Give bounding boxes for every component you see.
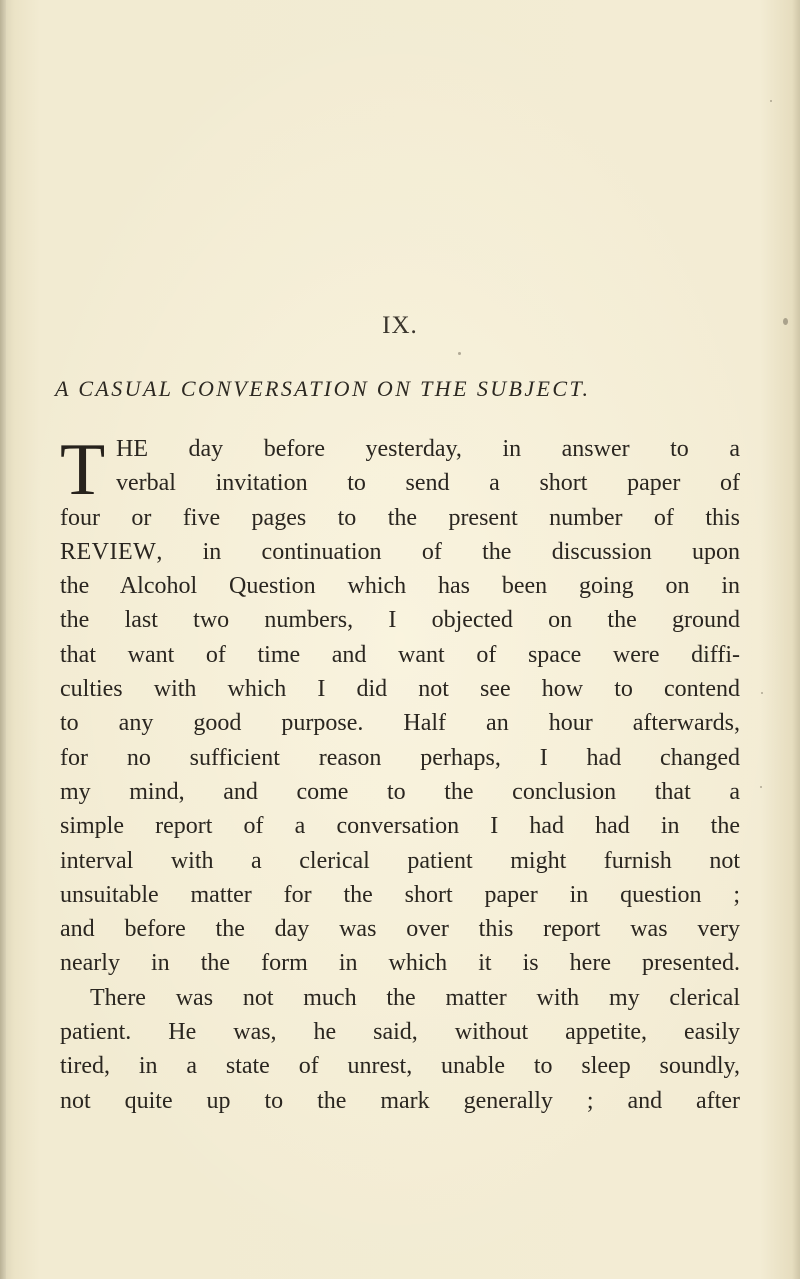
text-line: interval with a clerical patient might furnish not (60, 847, 740, 874)
review-smallcaps: REVIEW (60, 538, 157, 565)
text-line: the last two numbers, I objected on the ground (60, 607, 740, 634)
text-line: that want of time and want of space were diffi- (60, 641, 740, 668)
paper-speck (760, 786, 762, 788)
text-line: and before the day was over this report was very (60, 916, 740, 943)
text-line: nearly in the form in which it is here presented. (60, 950, 740, 977)
text-line: simple report of a conversation I had had in the (60, 813, 740, 840)
chapter-title: A CASUAL CONVERSATION ON THE SUBJECT. (55, 376, 591, 401)
text-line: my mind, and come to the conclusion that a (60, 778, 740, 805)
text-line: culties with which I did not see how to contend (60, 676, 740, 703)
paper-speck (761, 692, 763, 694)
text-line: the Alcohol Question which has been going on in (60, 573, 740, 600)
text-line-rest: , in continuation of the discussion upon (156, 538, 740, 565)
text-line: HE day before yesterday, in answer to a (116, 436, 740, 462)
text-line: tired, in a state of unrest, unable to sleep soundly, (60, 1053, 740, 1080)
drop-cap: T (60, 429, 106, 511)
text-line (60, 535, 740, 569)
page-binding-edge (0, 0, 6, 1279)
paper-speck (770, 100, 772, 102)
text-line: patient. He was, he said, without appetite, easily (60, 1019, 740, 1046)
text-line: to any good purpose. Half an hour afterwards, (60, 710, 740, 737)
text-line: There was not much the matter with my clerical (90, 984, 740, 1011)
text-line: verbal invitation to send a short paper of (116, 470, 740, 497)
chapter-number: IX. (382, 312, 418, 339)
text-line: four or five pages to the present number of this (60, 504, 740, 531)
body-text (60, 429, 740, 1118)
paper-speck (458, 352, 461, 355)
text-line: unsuitable matter for the short paper in question ; (60, 881, 740, 908)
text-line: not quite up to the mark generally ; and after (60, 1087, 740, 1114)
text-line: for no sufficient reason perhaps, I had changed (60, 744, 740, 771)
paper-speck (783, 318, 788, 325)
